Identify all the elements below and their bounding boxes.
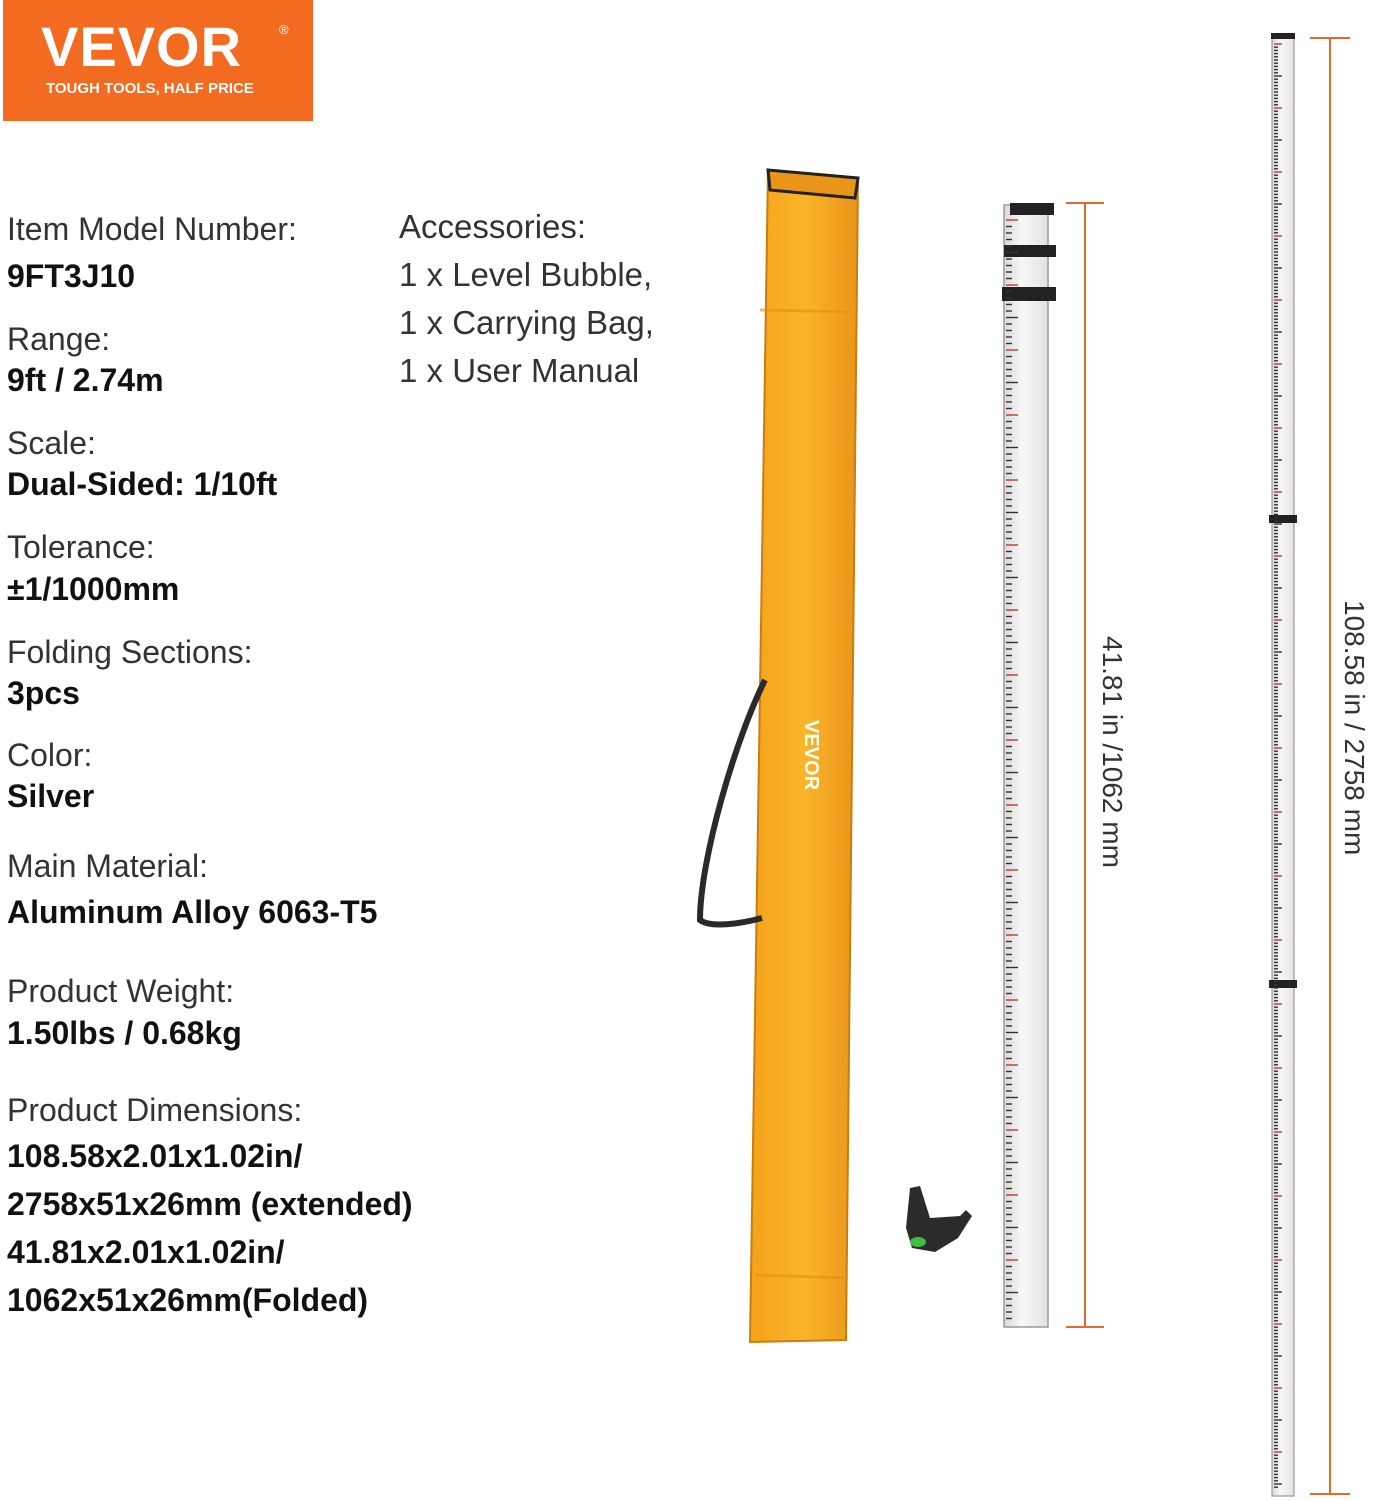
spec-label-folding-sections: Folding Sections: (7, 634, 253, 670)
logo-wordmark: VEVOR (41, 15, 243, 78)
folded-leveling-rod (1002, 203, 1056, 1327)
spec-label-dimensions: Product Dimensions: (7, 1092, 303, 1128)
spec-label-color: Color: (7, 737, 93, 773)
extended-leveling-rod (1269, 33, 1297, 1496)
spec-value-range: 9ft / 2.74m (7, 362, 164, 398)
spec-value-tolerance: ±1/1000mm (7, 571, 180, 607)
spec-value-color: Silver (7, 778, 95, 814)
spec-label-weight: Product Weight: (7, 973, 235, 1009)
extended-dimension-label: 108.58 in / 2758 mm (1339, 600, 1370, 856)
level-bubble (906, 1186, 972, 1252)
spec-label-scale: Scale: (7, 425, 96, 461)
spec-value-dimensions-line2: 2758x51x26mm (extended) (7, 1186, 413, 1222)
spec-label-range: Range: (7, 321, 111, 357)
spec-value-weight: 1.50lbs / 0.68kg (7, 1015, 242, 1051)
spec-value-material: Aluminum Alloy 6063-T5 (7, 894, 378, 930)
carrying-bag (700, 170, 858, 1342)
accessory-item-level-bubble: 1 x Level Bubble, (399, 256, 653, 293)
spec-value-dimensions-line3: 41.81x2.01x1.02in/ (7, 1234, 285, 1270)
spec-value-scale: Dual-Sided: 1/10ft (7, 466, 278, 502)
folded-dimension-label: 41.81 in /1062 mm (1097, 636, 1128, 868)
bag-logo: VEVOR (800, 720, 822, 791)
accessory-item-carrying-bag: 1 x Carrying Bag, (399, 304, 654, 341)
spec-label-material: Main Material: (7, 848, 208, 884)
accessory-item-user-manual: 1 x User Manual (399, 352, 640, 389)
spec-value-dimensions-line1: 108.58x2.01x1.02in/ (7, 1138, 303, 1174)
bag-strap (700, 680, 765, 924)
spec-label-tolerance: Tolerance: (7, 529, 155, 565)
accessories-title: Accessories: (399, 208, 587, 245)
spec-label-model: Item Model Number: (7, 211, 297, 247)
spec-value-dimensions-line4: 1062x51x26mm(Folded) (7, 1282, 369, 1318)
spec-value-model: 9FT3J10 (7, 258, 136, 294)
spec-value-folding-sections: 3pcs (7, 675, 80, 711)
logo-registered-mark: ® (279, 22, 289, 37)
logo-tagline: TOUGH TOOLS, HALF PRICE (46, 80, 254, 97)
